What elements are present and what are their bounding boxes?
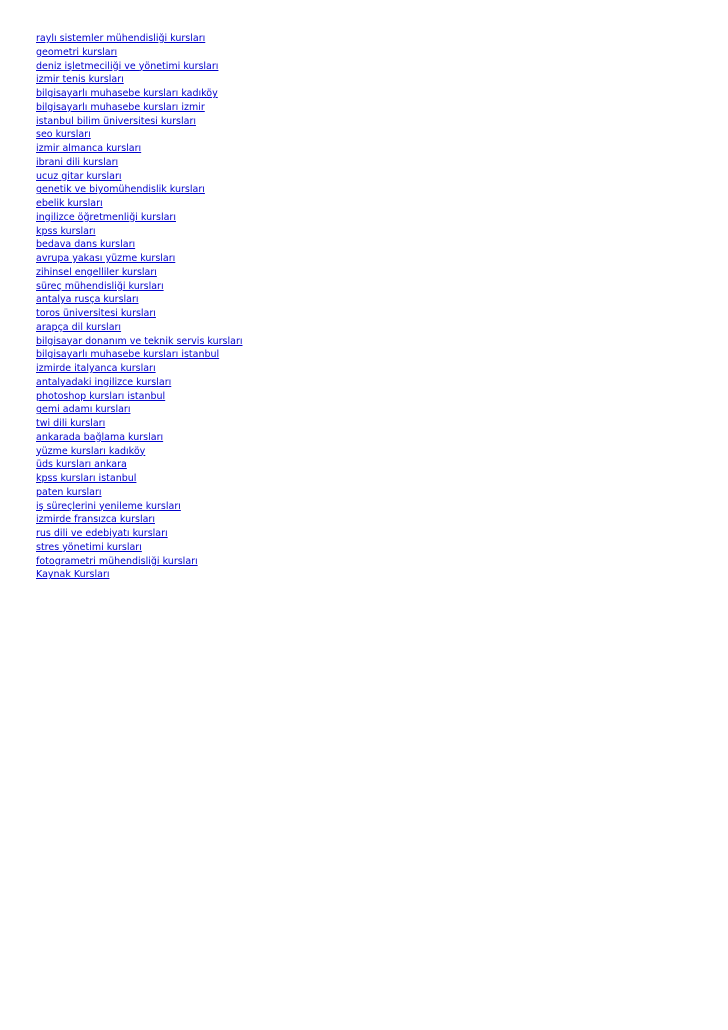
link-list	[36, 32, 696, 582]
list-item	[36, 541, 696, 555]
list-item	[36, 445, 696, 459]
list-item	[36, 32, 696, 46]
list-item	[36, 225, 696, 239]
list-item	[36, 156, 696, 170]
course-link[interactable]: izmirde fransızca kursları	[36, 514, 155, 526]
course-link[interactable]: izmir tenis kursları	[36, 74, 124, 86]
course-link[interactable]: ingilizce öğretmenliği kursları	[36, 211, 176, 223]
course-link[interactable]: gemi adamı kursları	[36, 404, 131, 416]
list-item	[36, 170, 696, 184]
course-link[interactable]: üds kursları ankara	[36, 459, 127, 471]
list-item	[36, 376, 696, 390]
course-link[interactable]: deniz işletmeciliği ve yönetimi kursları	[36, 60, 219, 72]
course-link[interactable]: geometri kursları	[36, 46, 118, 58]
course-link[interactable]: ucuz gitar kursları	[36, 170, 122, 182]
course-link[interactable]: iş süreçlerini yenileme kursları	[36, 500, 181, 512]
list-item	[36, 403, 696, 417]
list-item	[36, 60, 696, 74]
course-link[interactable]: ebelik kursları	[36, 198, 103, 209]
list-item	[36, 527, 696, 541]
list-item	[36, 568, 696, 582]
list-item	[36, 417, 696, 431]
course-link[interactable]: zihinsel engelliler kursları	[36, 266, 157, 278]
list-item	[36, 101, 696, 115]
list-item	[36, 87, 696, 101]
course-link[interactable]: yüzme kursları kadıköy	[36, 445, 146, 457]
list-item	[36, 390, 696, 404]
page-content	[36, 32, 696, 582]
course-link[interactable]: fotogrametri mühendisliği kursları	[36, 555, 198, 567]
course-link[interactable]: Kaynak Kursları	[36, 569, 110, 581]
list-item	[36, 211, 696, 225]
course-link[interactable]: bilgisayar donanım ve teknik servis kursları	[36, 335, 243, 347]
list-item	[36, 128, 696, 142]
course-link[interactable]: antalya rusça kursları	[36, 294, 139, 306]
list-item	[36, 197, 696, 211]
list-item	[36, 266, 696, 280]
course-link[interactable]: arapça dil kursları	[36, 321, 122, 333]
course-link[interactable]: izmir almanca kursları	[36, 143, 142, 154]
course-link[interactable]: photoshop kursları istanbul	[36, 390, 166, 402]
list-item	[36, 431, 696, 445]
list-item	[36, 115, 696, 129]
course-link[interactable]: ibrani dili kursları	[36, 156, 119, 168]
course-link[interactable]: izmirde italyanca kursları	[36, 363, 156, 374]
list-item	[36, 142, 696, 156]
list-item	[36, 238, 696, 252]
course-link[interactable]: bilgisayarlı muhasebe kursları izmir	[36, 101, 205, 113]
course-link[interactable]: avrupa yakası yüzme kursları	[36, 253, 176, 264]
list-item	[36, 307, 696, 321]
course-link[interactable]: raylı sistemler mühendisliği kursları	[36, 33, 206, 44]
list-item	[36, 348, 696, 362]
list-item	[36, 458, 696, 472]
list-item	[36, 362, 696, 376]
course-link[interactable]: rus dili ve edebiyatı kursları	[36, 528, 168, 539]
list-item	[36, 73, 696, 87]
list-item	[36, 46, 696, 60]
course-link[interactable]: antalyadaki ingilizce kursları	[36, 376, 172, 388]
list-item	[36, 293, 696, 307]
course-link[interactable]: stres yönetimi kursları	[36, 541, 142, 553]
course-link[interactable]: toros üniversitesi kursları	[36, 308, 156, 319]
course-link[interactable]: paten kursları	[36, 486, 102, 498]
course-link[interactable]: genetik ve biyomühendislik kursları	[36, 184, 205, 196]
course-link[interactable]: bedava dans kursları	[36, 239, 136, 251]
course-link[interactable]: kpss kursları istanbul	[36, 473, 137, 484]
course-link[interactable]: bilgisayarlı muhasebe kursları kadıköy	[36, 88, 218, 99]
course-link[interactable]: istanbul bilim üniversitesi kursları	[36, 115, 197, 127]
course-link[interactable]: ankarada bağlama kursları	[36, 431, 164, 443]
list-item	[36, 472, 696, 486]
list-item	[36, 252, 696, 266]
list-item	[36, 321, 696, 335]
list-item	[36, 280, 696, 294]
course-link[interactable]: twi dili kursları	[36, 418, 106, 429]
list-item	[36, 500, 696, 514]
course-link[interactable]: seo kursları	[36, 129, 91, 141]
course-link[interactable]: süreç mühendisliği kursları	[36, 280, 164, 292]
list-item	[36, 555, 696, 569]
list-item	[36, 183, 696, 197]
course-link[interactable]: bilgisayarlı muhasebe kursları istanbul	[36, 349, 220, 361]
list-item	[36, 513, 696, 527]
list-item	[36, 335, 696, 349]
list-item	[36, 486, 696, 500]
course-link[interactable]: kpss kursları	[36, 225, 96, 237]
